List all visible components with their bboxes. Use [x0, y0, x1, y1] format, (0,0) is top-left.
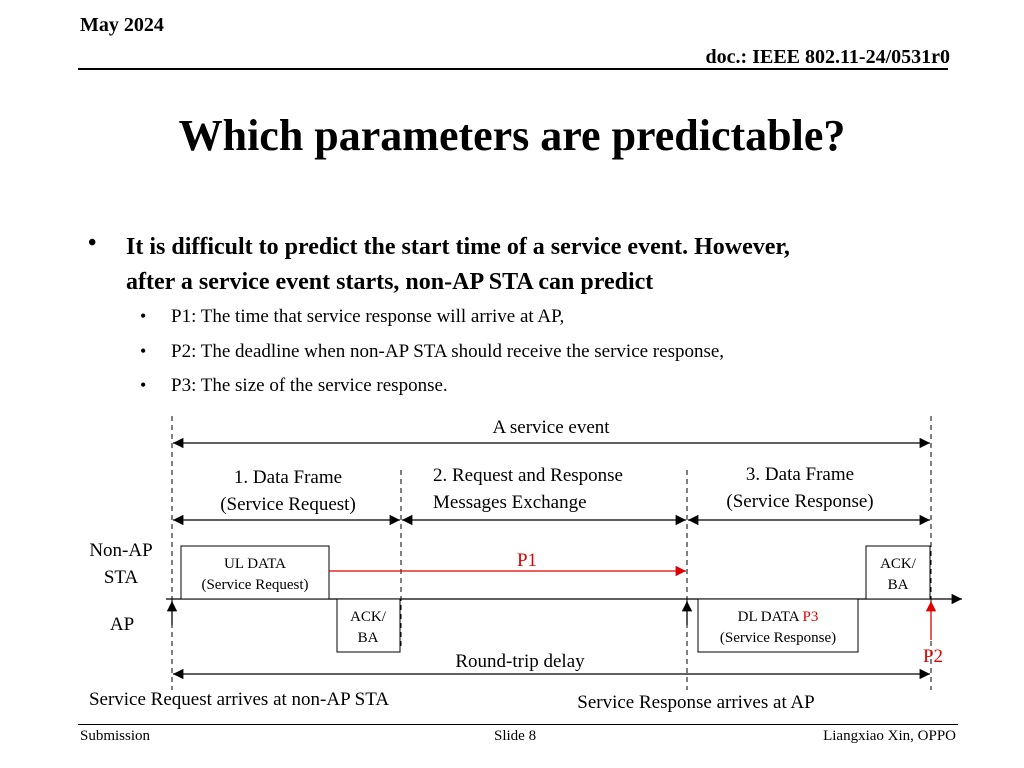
response-arrival-caption: Service Response arrives at AP [577, 692, 815, 713]
header-date: May 2024 [80, 14, 164, 36]
bullet-dot: • [88, 230, 97, 256]
phase2-label-line1: 2. Request and Response [433, 465, 623, 486]
footer-slide-number: Slide 8 [494, 728, 537, 744]
p3-marker: P3 [802, 609, 819, 625]
ul-data-label: UL DATA [224, 556, 286, 572]
ack-ba-sta-line1: ACK/ [880, 556, 916, 572]
ap-label: AP [109, 614, 135, 635]
phase2-label-line2: Messages Exchange [433, 492, 587, 513]
footer-author: Liangxiao Xin, OPPO [823, 728, 956, 744]
round-trip-delay-label: Round-trip delay [455, 651, 585, 672]
p2-label: P2 [922, 646, 944, 667]
nonap-sta-label-line2: STA [103, 567, 139, 588]
dl-data-sublabel: (Service Response) [719, 630, 837, 646]
sub-bullet-dot: • [140, 306, 147, 326]
header-doc-id: doc.: IEEE 802.11-24/0531r0 [705, 46, 950, 68]
sub-bullet-dot: • [140, 341, 147, 361]
sub-bullet-p2: P2: The deadline when non-AP STA should receive the service response, [171, 341, 725, 362]
ul-data-sublabel: (Service Request) [201, 577, 309, 593]
p1-label: P1 [516, 550, 538, 571]
phase1-label-line2: (Service Request) [220, 494, 356, 515]
service-event-label: A service event [492, 417, 610, 438]
sub-bullet-dot: • [140, 375, 147, 395]
ack-ba-ap-line1: ACK/ [350, 609, 386, 625]
sub-bullet-p3: P3: The size of the service response. [171, 375, 448, 396]
dl-data-label [738, 609, 819, 625]
footer-submission: Submission [80, 728, 151, 744]
phase1-label-line1: 1. Data Frame [233, 467, 343, 488]
phase3-label-line1: 3. Data Frame [745, 464, 855, 485]
request-arrival-caption: Service Request arrives at non-AP STA [88, 689, 390, 710]
phase3-label-line2: (Service Response) [726, 491, 874, 512]
main-bullet-line2: after a service event starts, non-AP STA can predict [126, 269, 654, 295]
nonap-sta-label-line1: Non-AP [89, 540, 153, 561]
ack-ba-ap-line2: BA [357, 630, 379, 646]
slide-title: Which parameters are predictable? [178, 111, 846, 160]
footer-divider [78, 724, 958, 725]
ack-ba-sta-line2: BA [887, 577, 909, 593]
main-bullet-line1: It is difficult to predict the start time of a service event. However, [126, 234, 790, 260]
dl-data-text: DL DATA [737, 609, 803, 625]
sub-bullet-p1: P1: The time that service response will arrive at AP, [171, 306, 565, 327]
